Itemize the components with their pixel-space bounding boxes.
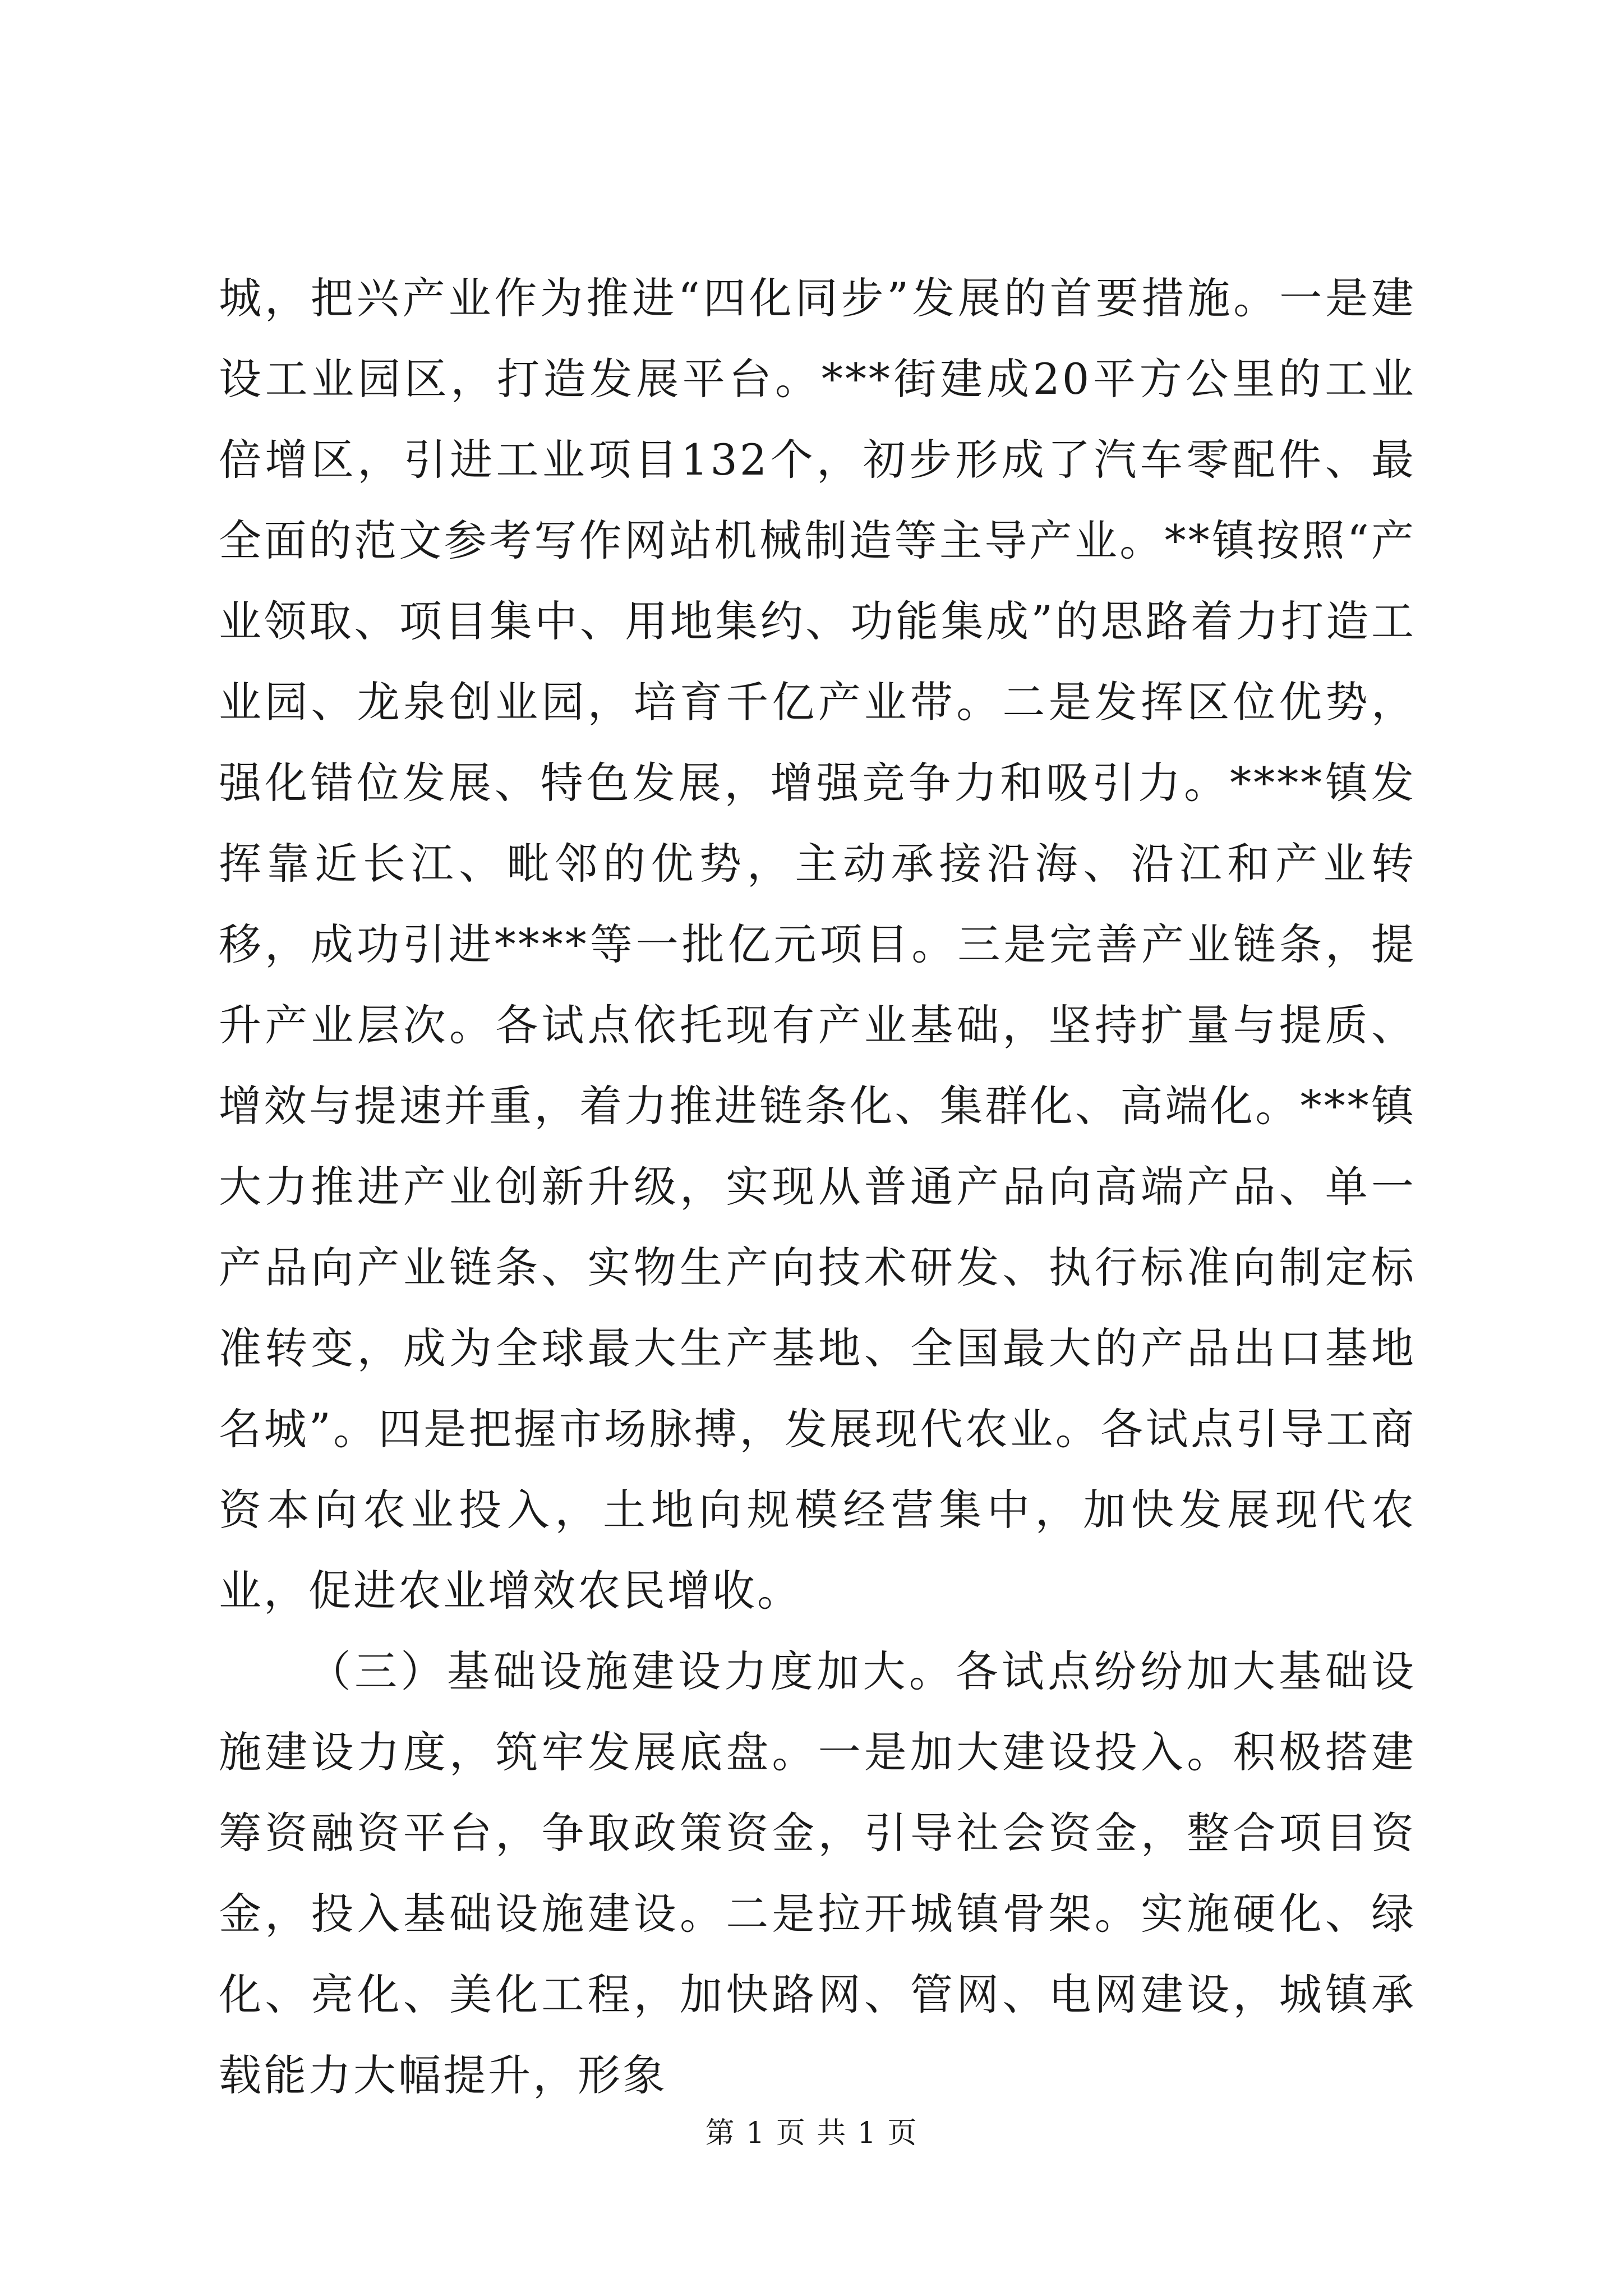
paragraph-1: 城，把兴产业作为推进“四化同步”发展的首要措施。一是建设工业园区，打造发展平台。***街建成20平方公里的工业倍增区，引进工业项目132个，初步形成了汽车零配件、最全面的范文参考写作网站机械制造等主导产业。**镇按照“产业领取、项目集中、用地集约、功能集成”的思路着力打造工业园、龙泉创业园，培育千亿产业带。二是发挥区位优势，强化错位发展、特色发展，增强竞争力和吸引力。****镇发挥靠近长江、毗邻的优势，主动承接沿海、沿江和产业转移，成功引进****等一批亿元项目。三是完善产业链条，提升产业层次。各试点依托现有产业基础，坚持扩量与提质、增效与提速并重，着力推进链条化、集群化、高端化。***镇大力推进产业创新升级，实现从普通产品向高端产品、单一产品向产业链条、实物生产向技术研发、执行标准向制定标准转变，成为全球最大生产基地、全国最大的产品出口基地名城”。四是把握市场脉搏，发展现代农业。各试点引导工商资本向农业投入，土地向规模经营集中，加快发展现代农业，促进农业增效农民增收。	[219, 273, 1416, 1616]
body-text	[219, 258, 1416, 2116]
page-footer: 第 1 页 共 1 页	[705, 2116, 918, 2150]
paragraph-2: （三）基础设施建设力度加大。各试点纷纷加大基础设施建设力度，筑牢发展底盘。一是加大建设投入。积极搭建筹资融资平台，争取政策资金，引导社会资金，整合项目资金，投入基础设施建设。二是拉开城镇骨架。实施硬化、绿化、亮化、美化工程，加快路网、管网、电网建设，城镇承载能力大幅提升，形象	[219, 1646, 1416, 2100]
